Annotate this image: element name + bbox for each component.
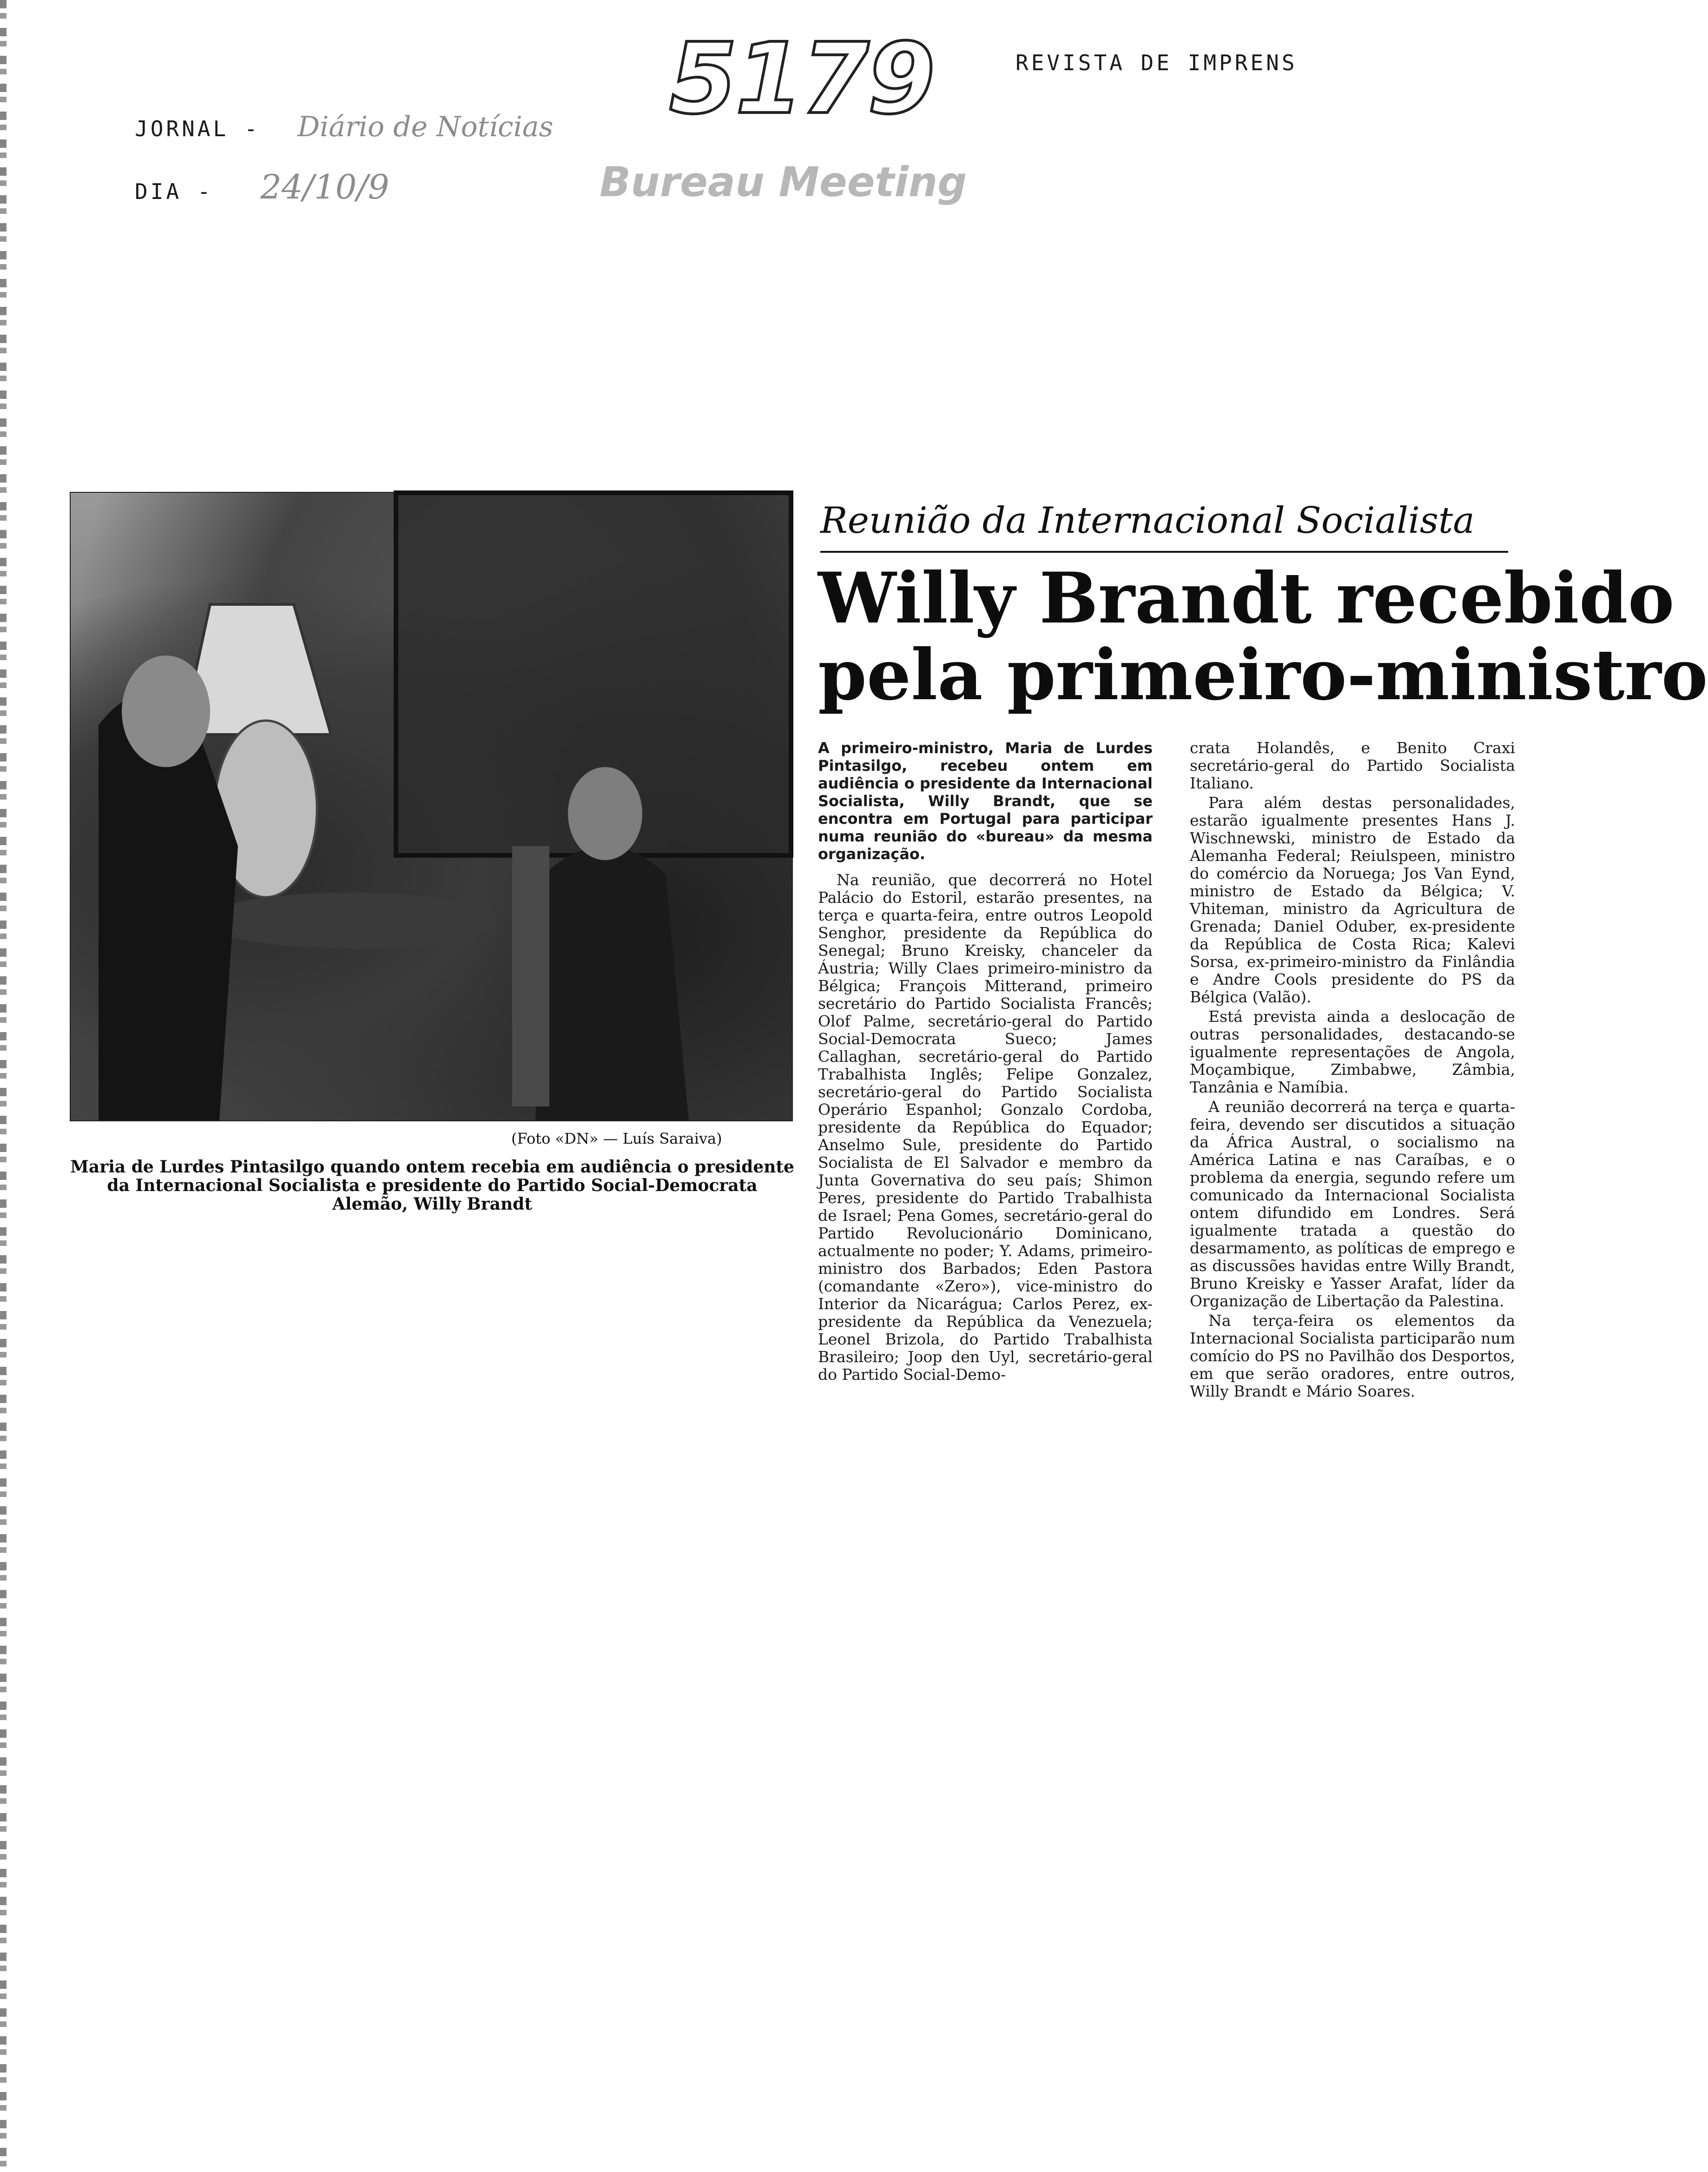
kicker-rule (820, 551, 1508, 553)
article-paragraph: Na reunião, que decorrerá no Hotel Palácio do Estoril, estarão presentes, na terça e quarta-feira, entre outros Leopold Senghor, presidente da República do Senegal; Bruno Kreisky, chanceler da Áustria; Willy Claes primeiro-ministro da Bélgica; François Mitterand, primeiro secretário do Partido Socialista Francês; Olof Palme, secretário-geral do Partido Social-Democrata Sueco; James Callaghan, secretário-geral do Partido Trabalhista Inglês; Felipe Gonzalez, secretário-geral do Partido Socialista Operário Espanhol; Gonzalo Cordoba, presidente da República do Equador; Anselmo Sule, presidente do Partido Socialista de El Salvador e membro da Junta Governativa do seu país; Shimon Peres, presidente do Partido Trabalhista de Israel; Pena Gomes, secretário-geral do Partido Revolucionário Dominicano, actualmente no poder; Y. Adams, primeiro-ministro dos Barbados; Eden Pastora (comandante «Zero»), vice-ministro do Interior da Nicarágua; Carlos Perez, ex-presidente da República da Venezuela; Leonel Brizola, do Partido Trabalhista Brasileiro; Joop den Uyl, secretário-geral do Partido Social-Demo- (818, 871, 1153, 1384)
photo-caption: Maria de Lurdes Pintasilgo quando ontem recebia em audiência o presidente da Internacional Socialista e presidente do Partido Social-Democrata Alemão, Willy Brandt (70, 1157, 794, 1214)
handwritten-date: 24/10/9 (260, 167, 389, 206)
article-paragraph: Para além destas personalidades, estarão igualmente presentes Hans J. Wischnewski, ministro de Estado da Alemanha Federal; Reiulspeen, ministro do comércio da Noruega; Jos Van Eynd, ministro de Estado da Bélgica; V. Vhiteman, ministro da Agricultura de Grenada; Daniel Oduber, ex-presidente da República de Costa Rica; Kalevi Sorsa, ex-primeiro-ministro da Finlândia e Andre Cools presidente do PS da Bélgica (Valão). (1190, 794, 1515, 1006)
chair-arm (512, 846, 549, 1106)
handwritten-newspaper: Diário de Notícias (297, 111, 554, 143)
article-paragraph: Na terça-feira os elementos da Internacional Socialista participarão num comício do PS no Pavilhão dos Desportos, em que serão oradores, entre outros, Willy Brandt e Mário Soares. (1190, 1311, 1515, 1400)
article-column-2 (1190, 739, 1515, 1402)
woman-figure (535, 846, 689, 1120)
article-paragraph: A reunião decorrerá na terça e quarta-feira, devendo ser discutidos a situação da África Austral, o socialismo na América Latina e nas Caraíbas, e o problema da energia, segundo refere um comunicado da Internacional Socialista ontem difundido em Londres. Será igualmente tratada a questão do desarmamento, as políticas de emprego e as discussões havidas entre Willy Brandt, Bruno Kreisky e Yasser Arafat, líder da Organização de Libertação da Palestina. (1190, 1098, 1515, 1310)
man-head (122, 656, 210, 767)
news-photo (70, 492, 793, 1121)
woman-head (568, 767, 642, 860)
meeting-stamp: Bureau Meeting (600, 158, 967, 206)
article-lead: A primeiro-ministro, Maria de Lurdes Pintasilgo, recebeu ontem em audiência o presidente da Internacional Socialista, Willy Brandt, que se encontra em Portugal para participar numa reunião do «bureau» da mesma organização. (818, 739, 1153, 863)
article-paragraph: Está prevista ainda a deslocação de outras personalidades, destacando-se igualmente representações de Angola, Moçambique, Zimbabwe, Zâmbia, Tanzânia e Namíbia. (1190, 1007, 1515, 1096)
article-kicker: Reunião da Internacional Socialista (820, 500, 1475, 542)
revista-label: REVISTA DE IMPRENS (1016, 50, 1298, 75)
archive-stamp-number: 5179 (669, 22, 934, 136)
photo-credit: (Foto «DN» — Luís Saraiva) (511, 1130, 722, 1147)
photo-scene (71, 493, 792, 1120)
side-table (201, 893, 498, 948)
scan-edge-marks (0, 0, 7, 2172)
article-paragraph: crata Holandês, e Benito Craxi secretário-geral do Partido Socialista Italiano. (1190, 739, 1515, 792)
jornal-label: JORNAL - (135, 116, 260, 141)
dia-label: DIA - (135, 179, 213, 204)
headline-line1: Willy Brandt recebido (818, 557, 1675, 639)
headline-line2: pela primeiro-ministro (818, 634, 1708, 716)
article-column-1 (818, 739, 1153, 1385)
